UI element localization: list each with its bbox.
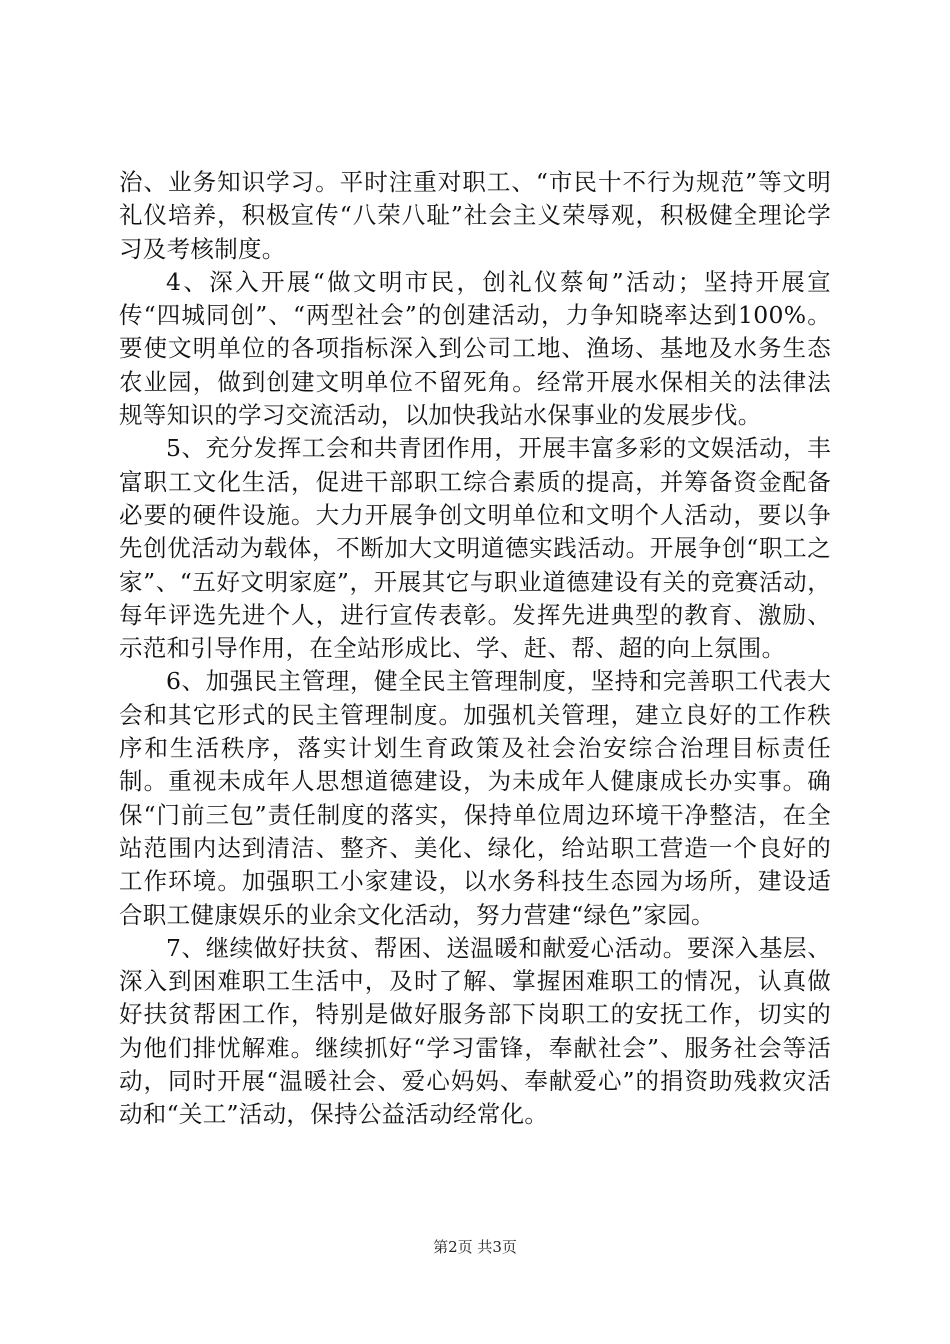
page-number-footer: 第2页 共3页 [433, 1238, 517, 1256]
paragraph-item-7: 7、继续做好扶贫、帮困、送温暖和献爱心活动。要深入基层、深入到困难职工生活中，及时了解、掌握困难职工的情况，认真做好扶贫帮困工作，特别是做好服务部下岗职工的安抚工作，切实的为他们排忧解难。继续抓好“学习雷锋，奉献社会”、服务社会等活动，同时开展“温暖社会、爱心妈妈、奉献爱心”的捐资助残救灾活动和“关工”活动，保持公益活动经常化。 [119, 933, 831, 1129]
paragraph-continuation: 治、业务知识学习。平时注重对职工、“市民十不行为规范”等文明礼仪培养，积极宣传“八荣八耻”社会主义荣辱观，积极健全理论学习及考核制度。 [119, 168, 831, 263]
paragraph-item-4: 4、深入开展“做文明市民，创礼仪蔡甸”活动；坚持开展宣传“四城同创”、“两型社会”的创建活动，力争知晓率达到100%。要使文明单位的各项指标深入到公司工地、渔场、基地及水务生态农业园，做到创建文明单位不留死角。经常开展水保相关的法律法规等知识的学习交流活动，以加快我站水保事业的发展步伐。 [119, 267, 831, 430]
paragraph-item-5: 5、充分发挥工会和共青团作用，开展丰富多彩的文娱活动，丰富职工文化生活，促进干部职工综合素质的提高，并筹备资金配备必要的硬件设施。大力开展争创文明单位和文明个人活动，要以争先创优活动为载体，不断加大文明道德实践活动。开展争创“职工之家”、“五好文明家庭”，开展其它与职业道德建设有关的竞赛活动，每年评选先进个人，进行宣传表彰。发挥先进典型的教育、激励、示范和引导作用，在全站形成比、学、赶、帮、超的向上氛围。 [119, 434, 831, 663]
paragraph-item-6: 6、加强民主管理，健全民主管理制度，坚持和完善职工代表大会和其它形式的民主管理制度。加强机关管理，建立良好的工作秩序和生活秩序，落实计划生育政策及社会治安综合治理目标责任制。重视未成年人思想道德建设，为未成年人健康成长办实事。确保“门前三包”责任制度的落实，保持单位周边环境干净整洁，在全站范围内达到清洁、整齐、美化、绿化，给站职工营造一个良好的工作环境。加强职工小家建设，以水务科技生态园为场所，建设适合职工健康娱乐的业余文化活动，努力营建“绿色”家园。 [119, 667, 831, 929]
document-body [119, 166, 831, 1132]
